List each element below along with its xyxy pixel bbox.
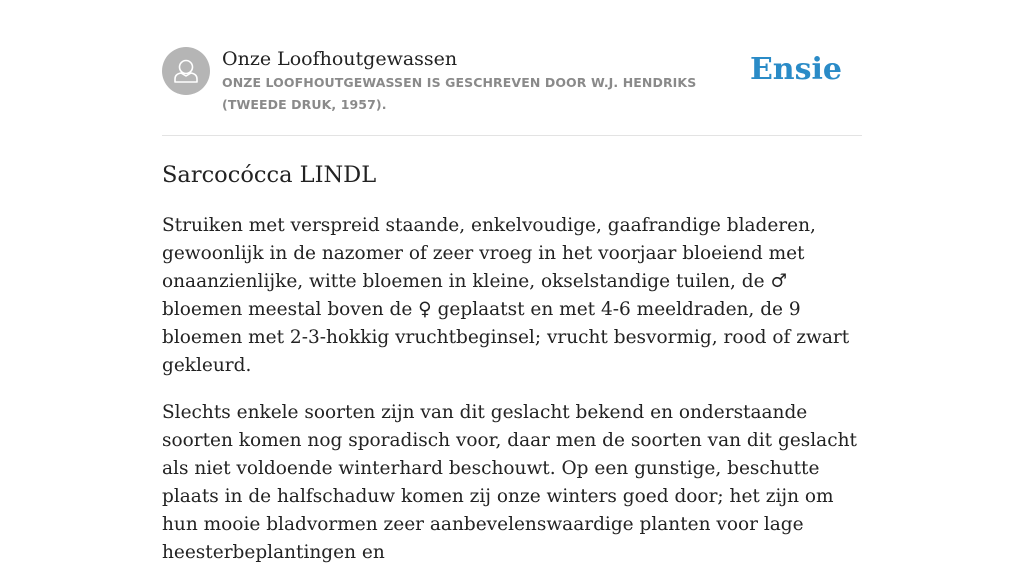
article-heading: Sarcocócca LINDL bbox=[162, 162, 377, 188]
source-subtitle: ONZE LOOFHOUTGEWASSEN IS GESCHREVEN DOOR W.J. HENDRIKS (TWEEDE DRUK, 1957). bbox=[222, 75, 697, 112]
article-paragraph: Slechts enkele soorten zijn van dit geslacht bekend en onderstaande soorten komen nog sporadisch voor, daar men de soorten van dit geslacht als niet voldoende winterhard beschouwt. Op een gunstige, beschutte plaats in de halfschaduw komen zij onze winters goed door; het zijn om hun mooie bladvormen zeer aanbevelenswaardige planten voor lage heesterbeplantingen en bbox=[162, 402, 857, 563]
user-silhouette-icon bbox=[162, 47, 210, 95]
source-title[interactable]: Onze Loofhoutgewassen bbox=[222, 48, 458, 70]
article-paragraph: Struiken met verspreid staande, enkelvoudige, gaafrandige bladeren, gewoonlijk in de nazomer of zeer vroeg in het voorjaar bloeiend met onaanzienlijke, witte bloemen in kleine, okselstandige tuilen, de ♂ bloemen meestal boven de ♀ geplaatst en met 4-6 meeldraden, de 9 bloemen met 2-3-hokkig vruchtbeginsel; vrucht besvormig, rood of zwart gekleurd. bbox=[162, 215, 850, 376]
source-header bbox=[162, 47, 862, 135]
divider bbox=[162, 135, 862, 136]
article bbox=[162, 158, 862, 567]
avatar[interactable] bbox=[162, 47, 210, 95]
brand-logo[interactable]: Ensie bbox=[749, 52, 842, 87]
